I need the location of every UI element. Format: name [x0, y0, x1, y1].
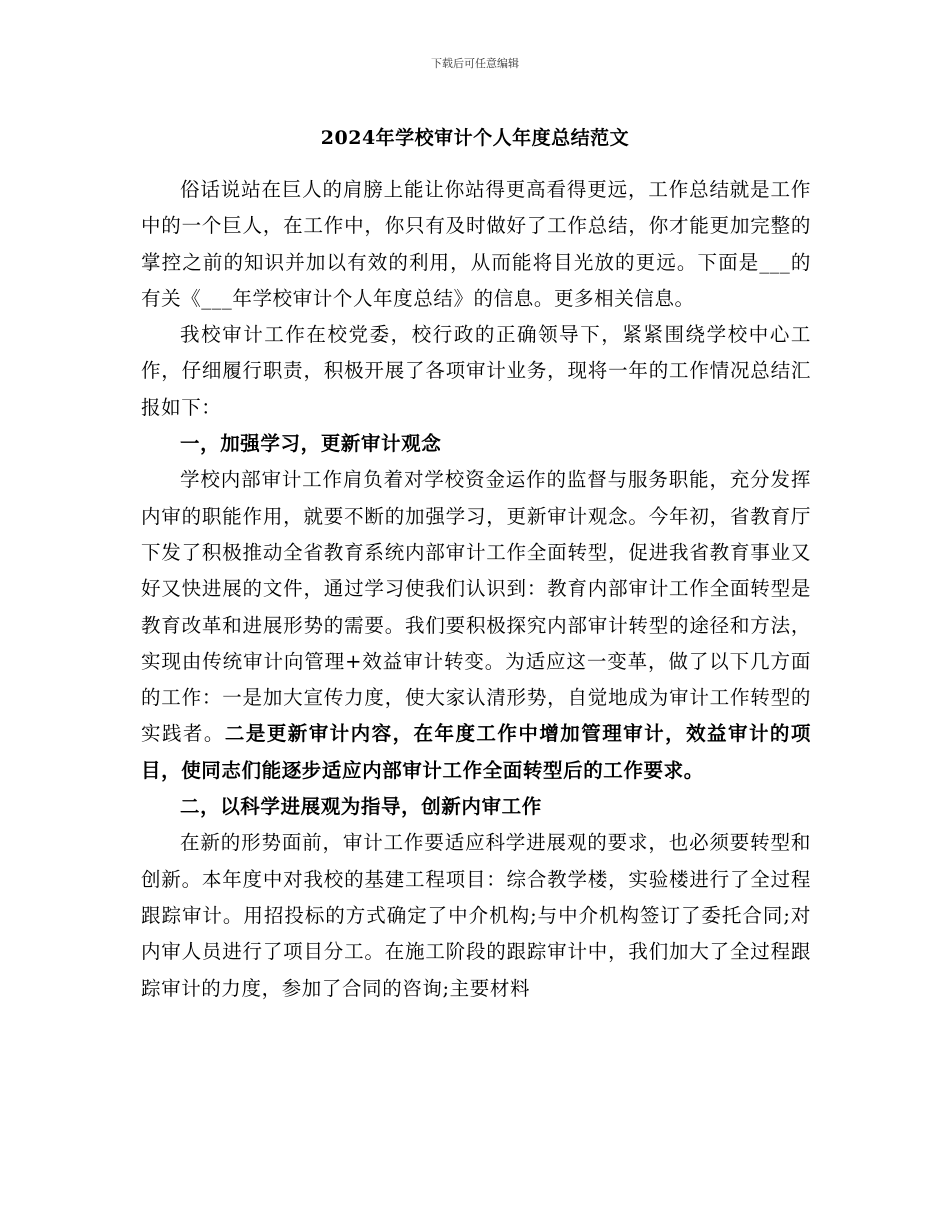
section-2-paragraph: 在新的形势面前，审计工作要适应科学进展观的要求，也必须要转型和创新。本年度中对我校的基建工程项目：综合教学楼，实验楼进行了全过程跟踪审计。用招投标的方式确定了中介机构;与中介机构签订了委托合同;对内审人员进行了项目分工。在施工阶段的跟踪审计中，我们加大了全过程跟踪审计的力度，参加了合同的咨询;主要材料	[141, 831, 811, 1000]
section-1-text: 学校内部审计工作肩负着对学校资金运作的监督与服务职能，充分发挥内审的职能作用，就要不断的加强学习，更新审计观念。今年初，省教育厅下发了积极推动全省教育系统内部审计工作全面转型，促进我省教育事业又好又快进展的文件，通过学习使我们认识到：教育内部审计工作全面转型是教育改革和进展形势的需要。我们要积极探究内部审计转型的途径和方法，实现由传统审计向管理+效益审计转变。为适应这一变革，做了以下几方面的工作：一是加大宣传力度，使大家认清形势，自觉地成为审计工作转型的实践者。	[141, 468, 811, 746]
header-note: 下载后可任意编辑	[431, 57, 519, 70]
section-1-paragraph	[141, 462, 811, 789]
intro-paragraph: 俗话说站在巨人的肩膀上能让你站得更高看得更远，工作总结就是工作中的一个巨人，在工作中，你只有及时做好了工作总结，你才能更加完整的掌控之前的知识并加以有效的利用，从而能将目光放的更远。下面是___的有关《___年学校审计个人年度总结》的信息。更多相关信息。	[141, 178, 811, 310]
document-body	[141, 172, 811, 1007]
section-heading-1: 一，加强学习，更新审计观念	[180, 432, 442, 456]
overview-paragraph: 我校审计工作在校党委，校行政的正确领导下，紧紧围绕学校中心工作，仔细履行职责，积极开展了各项审计业务，现将一年的工作情况总结汇报如下：	[141, 323, 811, 419]
document-title: 2024年学校审计个人年度总结范文	[320, 127, 630, 149]
section-1-bold-text: 二是更新审计内容，在年度工作中增加管理审计，效益审计的项目，使同志们能逐步适应内部审计工作全面转型后的工作要求。	[141, 722, 811, 782]
section-heading-2: 二，以科学进展观为指导，创新内审工作	[180, 795, 542, 819]
